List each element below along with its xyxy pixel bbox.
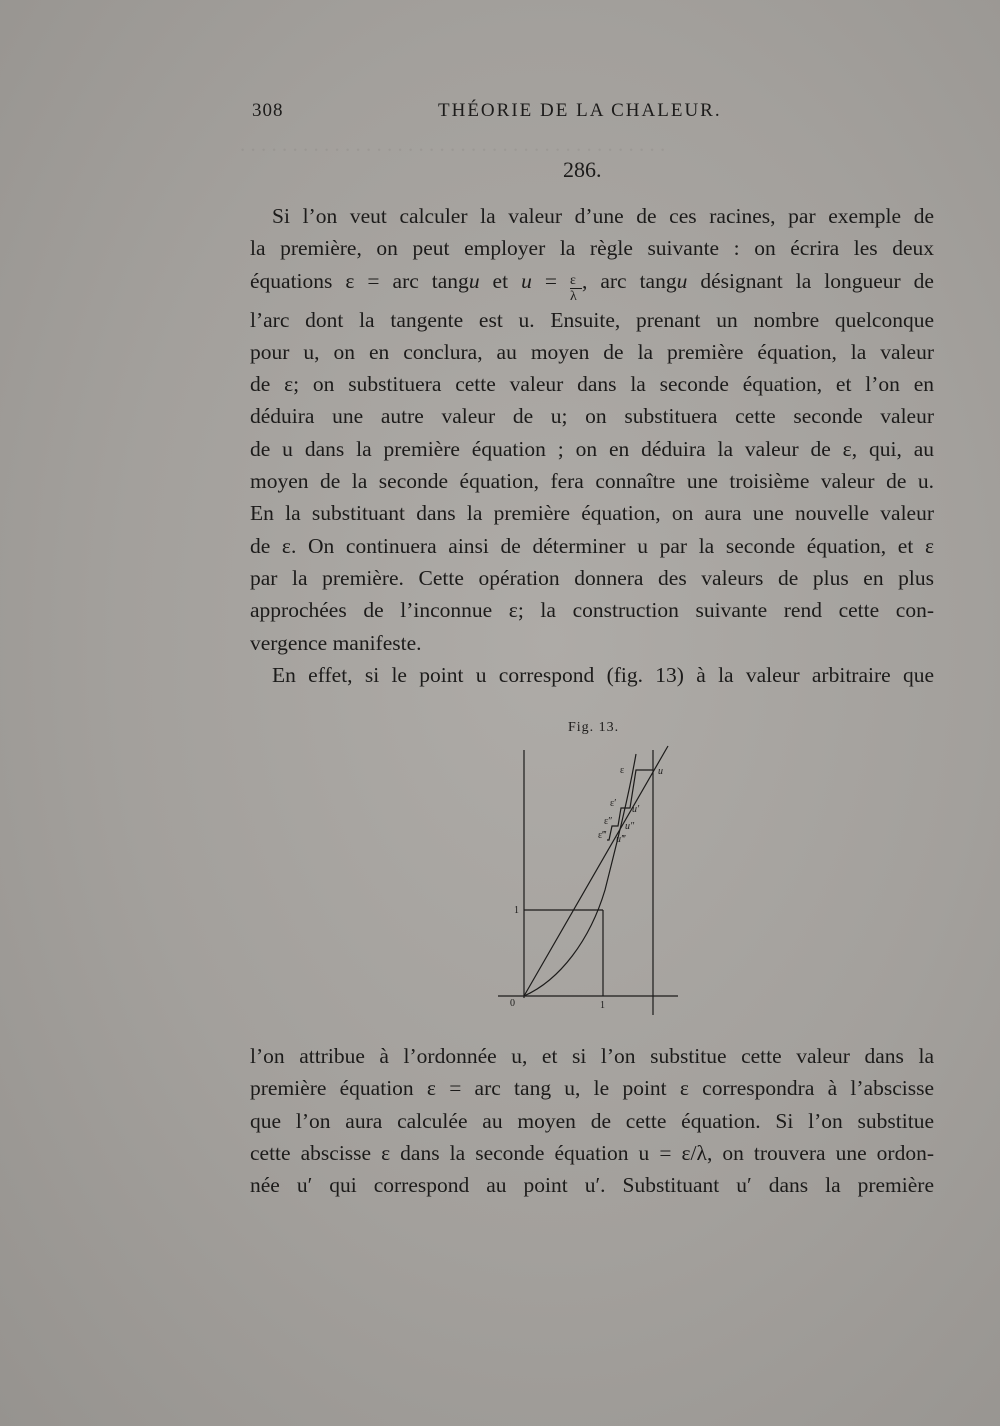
text-line: En effet, si le point u correspond (fig. 13) à la valeur arbitraire que [272, 662, 934, 687]
label-eps2: ε″ [604, 816, 613, 827]
figure-13-diagram [490, 740, 690, 1020]
label-eps3: ε‴ [598, 830, 607, 841]
running-title: THÉORIE DE LA CHALEUR. [438, 100, 722, 121]
text-line: l’arc dont la tangente est u. Ensuite, prenant un nombre quelconque [250, 307, 934, 332]
text-line: moyen de la seconde équation, fera connaître une troisième valeur de u. [250, 469, 934, 494]
label-u3: u‴ [616, 834, 626, 845]
paragraph-1 [250, 200, 934, 691]
text-line: la première, on peut employer la règle suivante : on écrira les deux [250, 236, 934, 261]
bleed-line: . . . . . . . . . . . . . . . . . . . . . . . . . . . . . . . . . . . . . . . . . [240, 132, 666, 156]
label-one-x: 1 [600, 1000, 605, 1011]
section-number: 286. [563, 157, 602, 182]
text-line: de ε. On continuera ainsi de déterminer u par la seconde équation, et ε [250, 533, 934, 558]
text-line: approchées de l’inconnue ε; la construction suivante rend cette con- [250, 598, 934, 623]
text-line: pour u, on en conclura, au moyen de la première équation, la valeur [250, 339, 934, 364]
arc-tangent-curve [524, 754, 636, 996]
label-u: u [658, 766, 663, 777]
text-line: vergence manifeste. [250, 630, 422, 655]
text-line: de u dans la première équation ; on en déduira la valeur de ε, qui, au [250, 436, 934, 461]
text-line: née u′ qui correspond au point u′. Substituant u′ dans la première [250, 1173, 934, 1198]
text-line: cette abscisse ε dans la seconde équation u = ε/λ, on trouvera une ordon- [250, 1140, 934, 1165]
bleed-through-text [240, 128, 1000, 160]
page-number: 308 [252, 100, 284, 121]
text-line: Si l’on veut calculer la valeur d’une de ces racines, par exemple de [272, 204, 934, 228]
text-line: que l’on aura calculée au moyen de cette équation. Si l’on substitue [250, 1108, 934, 1133]
label-eps1: ε′ [610, 798, 617, 809]
label-u1: u′ [632, 804, 640, 815]
text-line: première équation ε = arc tang u, le point ε correspondra à l’abscisse [250, 1076, 934, 1101]
label-u2: u″ [625, 821, 635, 832]
figure-caption: Fig. 13. [568, 720, 620, 735]
label-eps: ε [620, 765, 625, 776]
fraction-eps-over-lambda: $\frac{\varepsilon}{\lambda}$ [570, 273, 582, 304]
text-line: l’on attribue à l’ordonnée u, et si l’on substitue cette valeur dans la [250, 1044, 934, 1068]
straight-line-u-eq-eps-over-lambda [524, 746, 668, 996]
text-line: déduira une autre valeur de u; on substituera cette seconde valeur [250, 404, 934, 429]
paragraph-2 [250, 1040, 934, 1201]
text-line: de ε; on substituera cette valeur dans la seconde équation, et l’on en [250, 372, 934, 397]
text-line: par la première. Cette opération donnera des valeurs de plus en plus [250, 565, 934, 590]
text-line-equation: équations ε = arc tangu et u = $\frac{\varepsilon}{\lambda}$ , arc tangu désignant la longueur de [250, 268, 934, 304]
text-line: En la substituant dans la première équation, on aura une nouvelle valeur [250, 501, 934, 526]
label-origin: 0 [510, 998, 515, 1009]
label-one-y: 1 [514, 905, 519, 916]
